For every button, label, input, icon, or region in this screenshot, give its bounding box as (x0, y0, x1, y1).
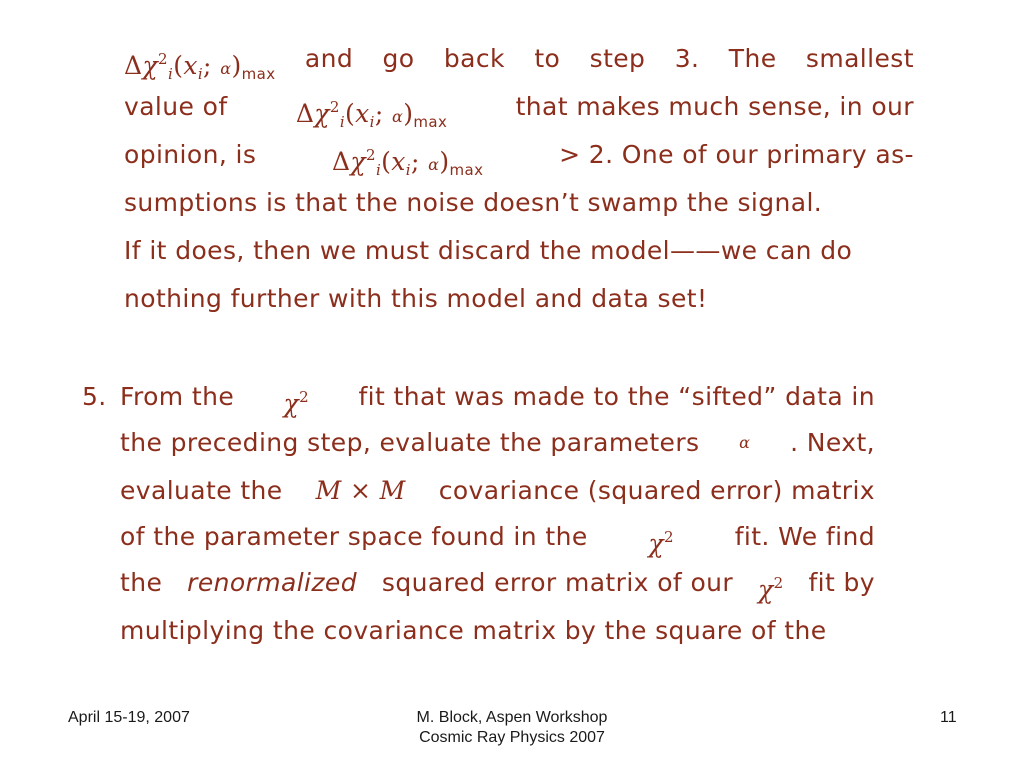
word: to (534, 44, 561, 73)
m-by-m-expr: M × M (315, 476, 406, 505)
para1-line-4: sumptions is that the noise doesn’t swamp the signal. (124, 188, 823, 217)
text-segment: . Next, (790, 428, 875, 457)
text-segment: squared error matrix of our (381, 568, 734, 597)
page-number: 11 (940, 709, 957, 726)
footer-title-line-1: M. Block, Aspen Workshop (416, 709, 608, 726)
text-segment: opinion, is (124, 140, 257, 169)
text-segment: value of (124, 92, 228, 121)
text-segment: of the parameter space found in the (120, 522, 588, 551)
para1-line-5: If it does, then we must discard the model——we can do (124, 236, 853, 265)
para2-line-5 (120, 568, 875, 605)
footer-date: April 15-19, 2007 (68, 709, 190, 726)
text-segment: fit that was made to the “sifted” data in (358, 382, 875, 411)
word: back (443, 44, 505, 73)
word: 3. (674, 44, 700, 73)
para2-line-2 (120, 428, 875, 458)
para1-line-3 (124, 140, 914, 185)
word: go (382, 44, 415, 73)
delta-chi-squared-max-expr: $\Delta\chi^2_i(x_i$; $\alpha)_{max}$ (124, 50, 276, 83)
text-segment: fit by (808, 568, 875, 597)
text-segment: that makes much sense, in our (515, 92, 914, 121)
para2-line-4 (120, 522, 875, 559)
list-item-number: 5. (82, 382, 107, 411)
para2-line-6: multiplying the covariance matrix by the square of the (120, 616, 827, 645)
text-segment: covariance (squared error) matrix (438, 476, 875, 505)
para1-line-6: nothing further with this model and data set! (124, 284, 708, 313)
alpha-symbol: α (739, 433, 751, 452)
para2-line-3 (120, 476, 875, 506)
word: smallest (805, 44, 914, 73)
footer-title (362, 708, 662, 748)
text-segment: evaluate the (120, 476, 283, 505)
delta-chi-squared-max-expr: $\Delta\chi^2_i(x_i$; $\alpha)_{max}$ (295, 98, 448, 131)
word: and (304, 44, 354, 73)
footer-title-line-2: Cosmic Ray Physics 2007 (419, 729, 605, 746)
delta-chi-squared-max-expr: $\Delta\chi^2_i(x_i$; $\alpha)_{max}$ (331, 146, 484, 179)
para1-line-1 (124, 44, 914, 89)
text-segment: From the (120, 382, 235, 411)
text-segment: fit. We find (734, 522, 875, 551)
chi-squared-expr: $\chi^2$ (758, 574, 784, 604)
para2-line-1 (120, 382, 875, 419)
text-segment: the preceding step, evaluate the parameters (120, 428, 700, 457)
chi-squared-expr: $\chi^2$ (648, 528, 674, 558)
word: step (589, 44, 646, 73)
para1-line-2 (124, 92, 914, 137)
emphasized-word: renormalized (187, 568, 357, 597)
word: The (728, 44, 777, 73)
text-segment: > 2. One of our primary as- (559, 140, 914, 169)
text-segment: the (120, 568, 163, 597)
chi-squared-expr: $\chi^2$ (283, 388, 310, 418)
